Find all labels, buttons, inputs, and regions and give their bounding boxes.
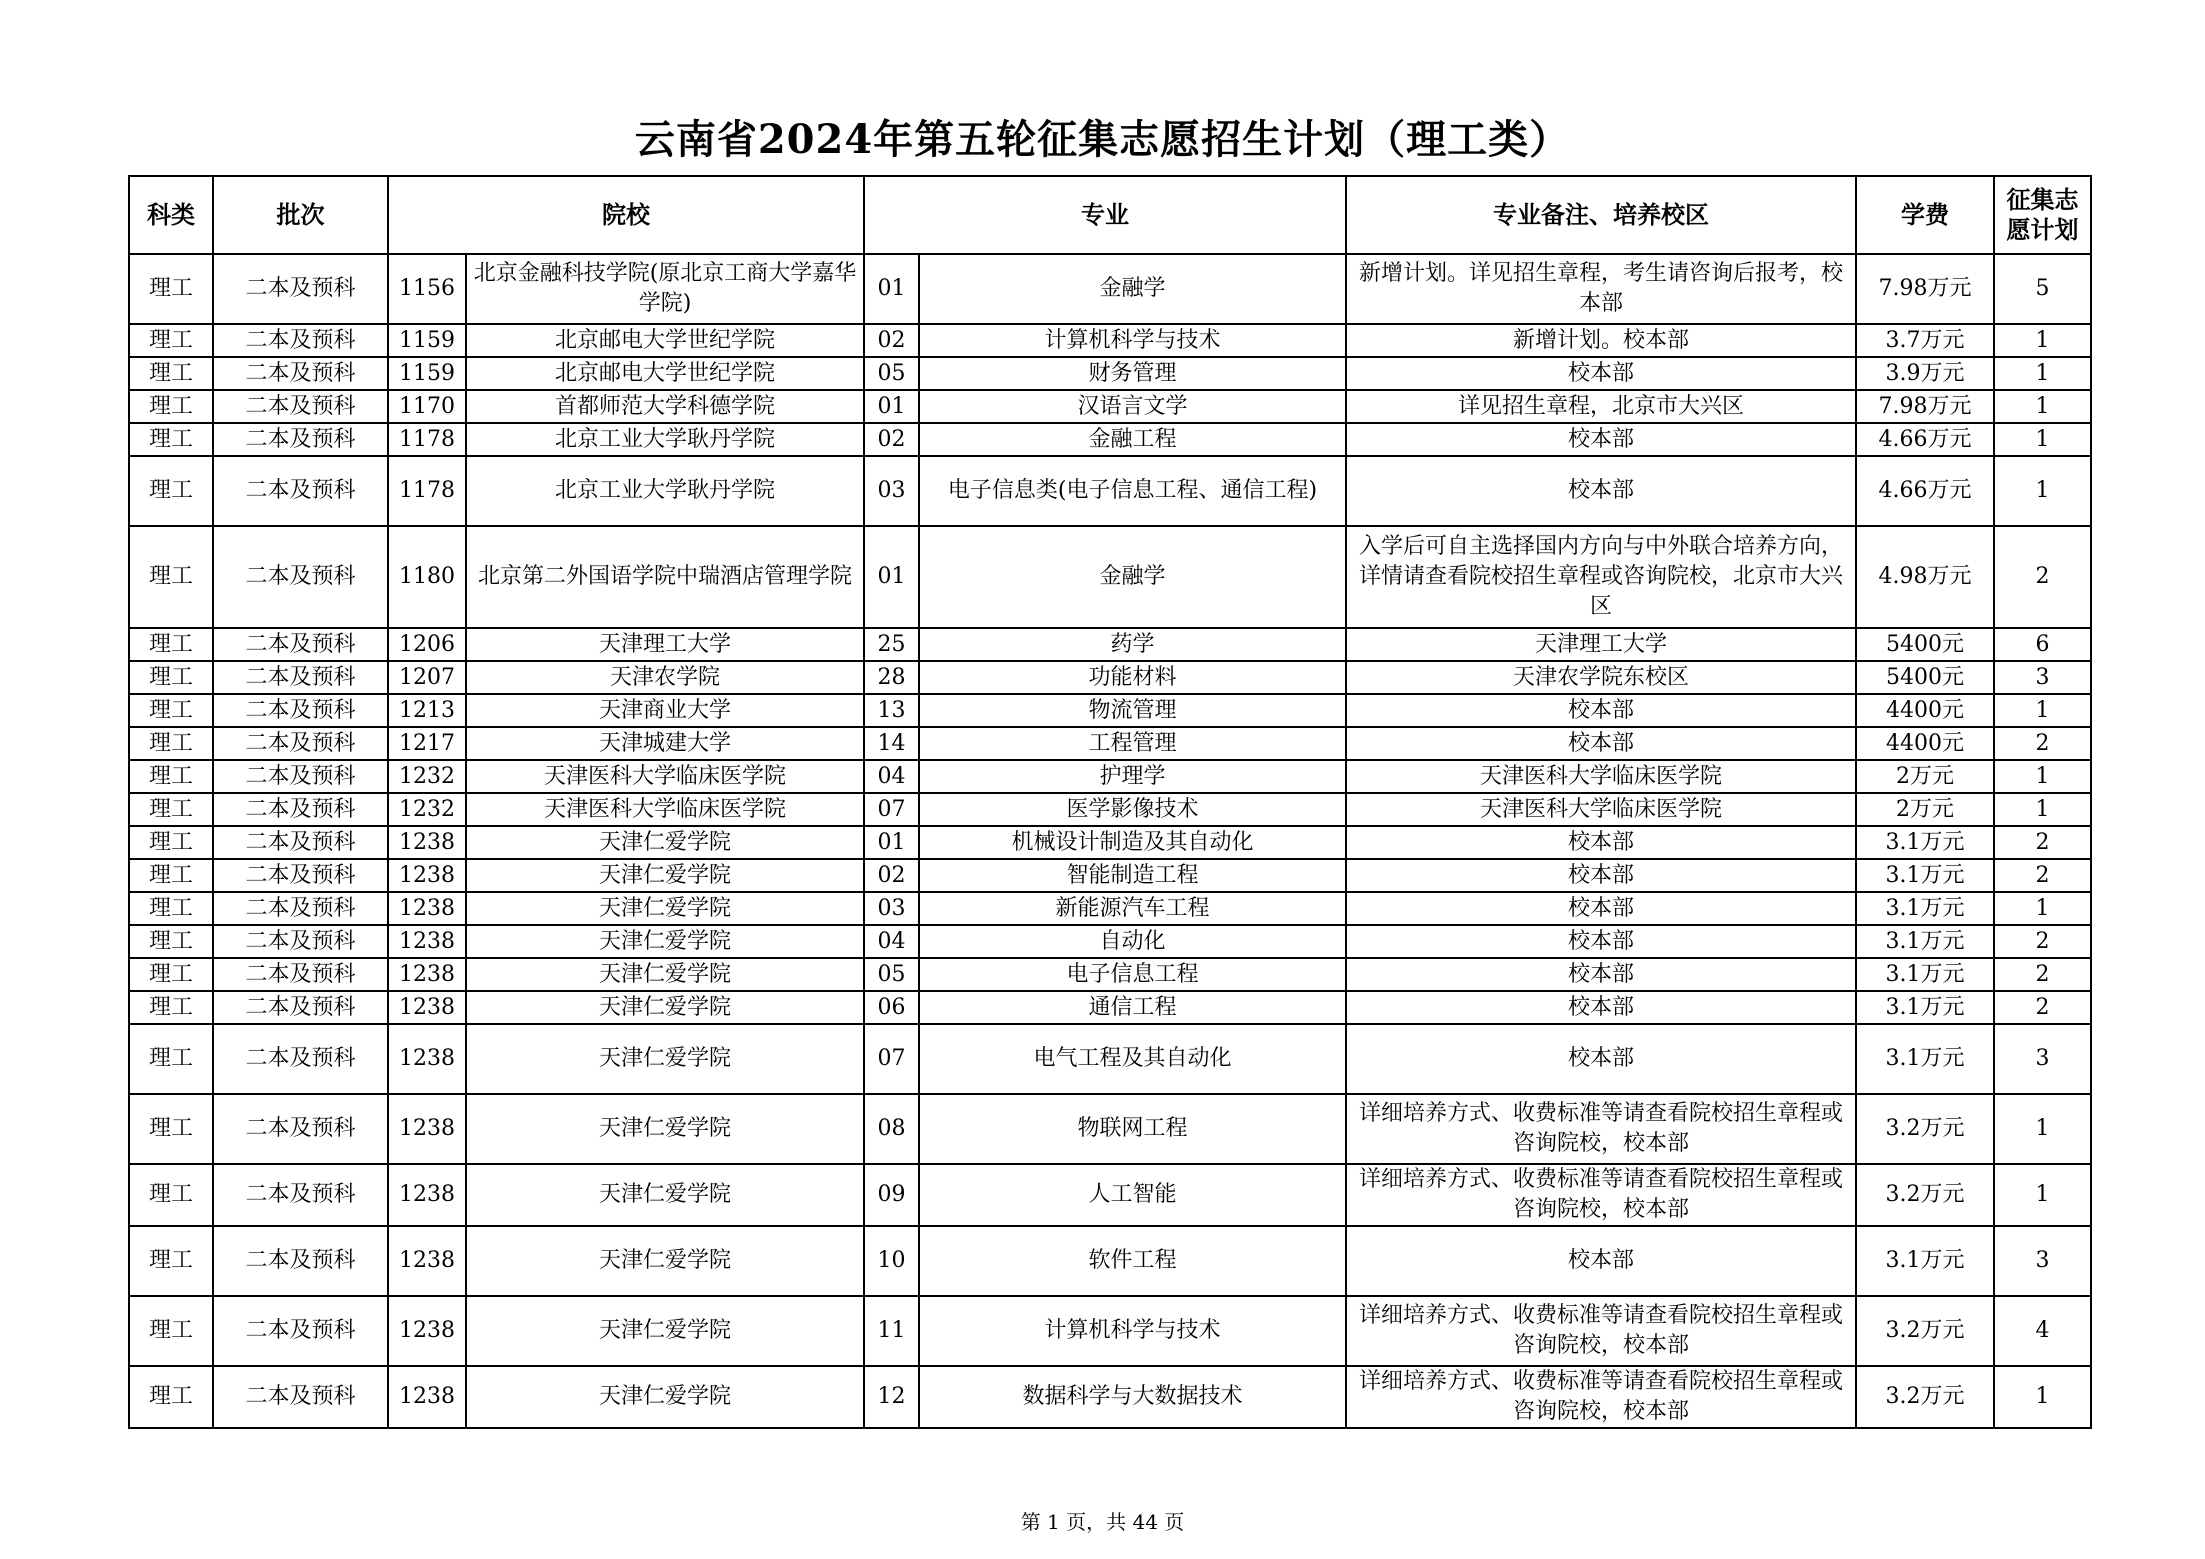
category-cell: 理工 <box>129 892 213 925</box>
header-notes: 专业备注、培养校区 <box>1346 176 1856 254</box>
batch-cell: 二本及预科 <box>213 456 388 526</box>
notes-cell: 入学后可自主选择国内方向与中外联合培养方向，详情请查看院校招生章程或咨询院校，北京市大兴区 <box>1346 526 1856 628</box>
notes-cell: 校本部 <box>1346 357 1856 390</box>
school-name-cell: 首都师范大学科德学院 <box>466 390 864 423</box>
school-name-cell: 天津仁爱学院 <box>466 991 864 1024</box>
tuition-cell: 4.66万元 <box>1856 423 1994 456</box>
school-name-cell: 天津医科大学临床医学院 <box>466 793 864 826</box>
table-body <box>129 254 2091 1428</box>
table-row <box>129 357 2091 390</box>
table-row <box>129 793 2091 826</box>
category-cell: 理工 <box>129 1094 213 1164</box>
header-tuition: 学费 <box>1856 176 1994 254</box>
category-cell: 理工 <box>129 958 213 991</box>
notes-cell: 校本部 <box>1346 1226 1856 1296</box>
batch-cell: 二本及预科 <box>213 1296 388 1366</box>
plan-count-cell: 1 <box>1994 423 2091 456</box>
major-code-cell: 04 <box>864 760 919 793</box>
tuition-cell: 4.66万元 <box>1856 456 1994 526</box>
enrollment-plan-table <box>128 175 2092 1429</box>
tuition-cell: 3.2万元 <box>1856 1094 1994 1164</box>
table-row <box>129 390 2091 423</box>
batch-cell: 二本及预科 <box>213 254 388 324</box>
school-code-cell: 1238 <box>388 1296 466 1366</box>
major-name-cell: 人工智能 <box>919 1164 1346 1226</box>
school-name-cell: 天津仁爱学院 <box>466 826 864 859</box>
school-name-cell: 天津仁爱学院 <box>466 1164 864 1226</box>
school-code-cell: 1207 <box>388 661 466 694</box>
school-code-cell: 1238 <box>388 892 466 925</box>
batch-cell: 二本及预科 <box>213 925 388 958</box>
notes-cell: 校本部 <box>1346 423 1856 456</box>
table-row <box>129 628 2091 661</box>
tuition-cell: 3.1万元 <box>1856 991 1994 1024</box>
category-cell: 理工 <box>129 1366 213 1428</box>
notes-cell: 天津医科大学临床医学院 <box>1346 760 1856 793</box>
notes-cell: 详见招生章程，北京市大兴区 <box>1346 390 1856 423</box>
school-code-cell: 1238 <box>388 991 466 1024</box>
notes-cell: 校本部 <box>1346 958 1856 991</box>
batch-cell: 二本及预科 <box>213 357 388 390</box>
major-code-cell: 07 <box>864 1024 919 1094</box>
tuition-cell: 3.1万元 <box>1856 958 1994 991</box>
major-name-cell: 机械设计制造及其自动化 <box>919 826 1346 859</box>
category-cell: 理工 <box>129 1024 213 1094</box>
major-code-cell: 01 <box>864 826 919 859</box>
plan-count-cell: 1 <box>1994 456 2091 526</box>
tuition-cell: 3.1万元 <box>1856 892 1994 925</box>
category-cell: 理工 <box>129 324 213 357</box>
plan-count-cell: 3 <box>1994 1024 2091 1094</box>
school-name-cell: 天津仁爱学院 <box>466 958 864 991</box>
plan-count-cell: 2 <box>1994 991 2091 1024</box>
school-code-cell: 1238 <box>388 1226 466 1296</box>
header-plan: 征集志愿计划 <box>1994 176 2091 254</box>
school-code-cell: 1156 <box>388 254 466 324</box>
school-code-cell: 1238 <box>388 1164 466 1226</box>
major-name-cell: 财务管理 <box>919 357 1346 390</box>
plan-count-cell: 1 <box>1994 324 2091 357</box>
school-name-cell: 天津仁爱学院 <box>466 892 864 925</box>
school-code-cell: 1238 <box>388 1366 466 1428</box>
school-code-cell: 1238 <box>388 826 466 859</box>
category-cell: 理工 <box>129 826 213 859</box>
table-row <box>129 892 2091 925</box>
plan-count-cell: 1 <box>1994 892 2091 925</box>
school-code-cell: 1232 <box>388 793 466 826</box>
school-name-cell: 天津医科大学临床医学院 <box>466 760 864 793</box>
tuition-cell: 3.1万元 <box>1856 1226 1994 1296</box>
major-code-cell: 02 <box>864 423 919 456</box>
notes-cell: 天津农学院东校区 <box>1346 661 1856 694</box>
plan-count-cell: 1 <box>1994 1164 2091 1226</box>
tuition-cell: 2万元 <box>1856 793 1994 826</box>
category-cell: 理工 <box>129 859 213 892</box>
tuition-cell: 3.1万元 <box>1856 859 1994 892</box>
notes-cell: 详细培养方式、收费标准等请查看院校招生章程或咨询院校，校本部 <box>1346 1164 1856 1226</box>
header-category: 科类 <box>129 176 213 254</box>
major-name-cell: 电子信息类(电子信息工程、通信工程) <box>919 456 1346 526</box>
notes-cell: 新增计划。详见招生章程，考生请咨询后报考，校本部 <box>1346 254 1856 324</box>
major-name-cell: 电子信息工程 <box>919 958 1346 991</box>
table-row <box>129 1296 2091 1366</box>
major-code-cell: 06 <box>864 991 919 1024</box>
major-name-cell: 汉语言文学 <box>919 390 1346 423</box>
tuition-cell: 4.98万元 <box>1856 526 1994 628</box>
school-name-cell: 北京工业大学耿丹学院 <box>466 456 864 526</box>
tuition-cell: 5400元 <box>1856 628 1994 661</box>
major-name-cell: 功能材料 <box>919 661 1346 694</box>
major-name-cell: 新能源汽车工程 <box>919 892 1346 925</box>
major-name-cell: 数据科学与大数据技术 <box>919 1366 1346 1428</box>
major-name-cell: 医学影像技术 <box>919 793 1346 826</box>
school-code-cell: 1238 <box>388 859 466 892</box>
table-row <box>129 1024 2091 1094</box>
batch-cell: 二本及预科 <box>213 892 388 925</box>
tuition-cell: 3.7万元 <box>1856 324 1994 357</box>
table-header-row <box>129 176 2091 254</box>
school-code-cell: 1213 <box>388 694 466 727</box>
school-name-cell: 北京金融科技学院(原北京工商大学嘉华学院) <box>466 254 864 324</box>
table-row <box>129 859 2091 892</box>
school-name-cell: 北京第二外国语学院中瑞酒店管理学院 <box>466 526 864 628</box>
major-name-cell: 智能制造工程 <box>919 859 1346 892</box>
major-code-cell: 14 <box>864 727 919 760</box>
plan-count-cell: 1 <box>1994 357 2091 390</box>
table-row <box>129 1164 2091 1226</box>
school-name-cell: 天津农学院 <box>466 661 864 694</box>
school-name-cell: 天津仁爱学院 <box>466 925 864 958</box>
major-name-cell: 金融学 <box>919 526 1346 628</box>
category-cell: 理工 <box>129 1296 213 1366</box>
plan-count-cell: 1 <box>1994 760 2091 793</box>
notes-cell: 校本部 <box>1346 727 1856 760</box>
batch-cell: 二本及预科 <box>213 1366 388 1428</box>
table-row <box>129 826 2091 859</box>
major-code-cell: 09 <box>864 1164 919 1226</box>
table-row <box>129 456 2091 526</box>
notes-cell: 校本部 <box>1346 456 1856 526</box>
category-cell: 理工 <box>129 628 213 661</box>
school-code-cell: 1180 <box>388 526 466 628</box>
plan-count-cell: 1 <box>1994 694 2091 727</box>
tuition-cell: 3.1万元 <box>1856 1024 1994 1094</box>
school-name-cell: 天津仁爱学院 <box>466 1094 864 1164</box>
plan-count-cell: 2 <box>1994 826 2091 859</box>
tuition-cell: 3.2万元 <box>1856 1164 1994 1226</box>
notes-cell: 天津医科大学临床医学院 <box>1346 793 1856 826</box>
batch-cell: 二本及预科 <box>213 793 388 826</box>
school-code-cell: 1217 <box>388 727 466 760</box>
batch-cell: 二本及预科 <box>213 991 388 1024</box>
table-row <box>129 526 2091 628</box>
notes-cell: 校本部 <box>1346 694 1856 727</box>
table-row <box>129 661 2091 694</box>
batch-cell: 二本及预科 <box>213 958 388 991</box>
school-name-cell: 天津理工大学 <box>466 628 864 661</box>
school-name-cell: 天津仁爱学院 <box>466 1296 864 1366</box>
table-row <box>129 760 2091 793</box>
category-cell: 理工 <box>129 423 213 456</box>
category-cell: 理工 <box>129 254 213 324</box>
school-code-cell: 1238 <box>388 958 466 991</box>
batch-cell: 二本及预科 <box>213 1094 388 1164</box>
major-name-cell: 工程管理 <box>919 727 1346 760</box>
plan-count-cell: 2 <box>1994 925 2091 958</box>
page-footer: 第 1 页，共 44 页 <box>1020 1510 1185 1534</box>
school-name-cell: 天津仁爱学院 <box>466 859 864 892</box>
table-row <box>129 1094 2091 1164</box>
tuition-cell: 3.9万元 <box>1856 357 1994 390</box>
table-row <box>129 925 2091 958</box>
school-code-cell: 1238 <box>388 1024 466 1094</box>
header-batch: 批次 <box>213 176 388 254</box>
major-name-cell: 物联网工程 <box>919 1094 1346 1164</box>
batch-cell: 二本及预科 <box>213 390 388 423</box>
major-code-cell: 11 <box>864 1296 919 1366</box>
school-code-cell: 1206 <box>388 628 466 661</box>
category-cell: 理工 <box>129 694 213 727</box>
school-name-cell: 天津仁爱学院 <box>466 1226 864 1296</box>
notes-cell: 校本部 <box>1346 892 1856 925</box>
notes-cell: 校本部 <box>1346 1024 1856 1094</box>
batch-cell: 二本及预科 <box>213 727 388 760</box>
category-cell: 理工 <box>129 456 213 526</box>
plan-count-cell: 1 <box>1994 390 2091 423</box>
batch-cell: 二本及预科 <box>213 1024 388 1094</box>
major-code-cell: 03 <box>864 892 919 925</box>
tuition-cell: 4400元 <box>1856 694 1994 727</box>
tuition-cell: 4400元 <box>1856 727 1994 760</box>
plan-count-cell: 1 <box>1994 1366 2091 1428</box>
batch-cell: 二本及预科 <box>213 324 388 357</box>
plan-count-cell: 1 <box>1994 1094 2091 1164</box>
table-row <box>129 727 2091 760</box>
major-name-cell: 计算机科学与技术 <box>919 1296 1346 1366</box>
batch-cell: 二本及预科 <box>213 628 388 661</box>
school-code-cell: 1238 <box>388 1094 466 1164</box>
batch-cell: 二本及预科 <box>213 1164 388 1226</box>
batch-cell: 二本及预科 <box>213 760 388 793</box>
batch-cell: 二本及预科 <box>213 1226 388 1296</box>
notes-cell: 详细培养方式、收费标准等请查看院校招生章程或咨询院校，校本部 <box>1346 1366 1856 1428</box>
category-cell: 理工 <box>129 991 213 1024</box>
major-name-cell: 金融学 <box>919 254 1346 324</box>
page-title: 云南省2024年第五轮征集志愿招生计划（理工类） <box>634 116 1571 163</box>
school-name-cell: 北京邮电大学世纪学院 <box>466 357 864 390</box>
major-code-cell: 12 <box>864 1366 919 1428</box>
tuition-cell: 3.2万元 <box>1856 1296 1994 1366</box>
major-code-cell: 05 <box>864 958 919 991</box>
school-code-cell: 1170 <box>388 390 466 423</box>
school-name-cell: 天津仁爱学院 <box>466 1366 864 1428</box>
table-row <box>129 1366 2091 1428</box>
school-name-cell: 天津城建大学 <box>466 727 864 760</box>
plan-count-cell: 3 <box>1994 661 2091 694</box>
notes-cell: 校本部 <box>1346 859 1856 892</box>
plan-count-cell: 2 <box>1994 958 2091 991</box>
header-school: 院校 <box>388 176 864 254</box>
category-cell: 理工 <box>129 526 213 628</box>
plan-count-cell: 4 <box>1994 1296 2091 1366</box>
major-name-cell: 自动化 <box>919 925 1346 958</box>
plan-count-cell: 2 <box>1994 526 2091 628</box>
major-name-cell: 金融工程 <box>919 423 1346 456</box>
table-row <box>129 254 2091 324</box>
plan-count-cell: 5 <box>1994 254 2091 324</box>
major-code-cell: 03 <box>864 456 919 526</box>
notes-cell: 详细培养方式、收费标准等请查看院校招生章程或咨询院校，校本部 <box>1346 1296 1856 1366</box>
table-row <box>129 958 2091 991</box>
table-row <box>129 694 2091 727</box>
tuition-cell: 7.98万元 <box>1856 390 1994 423</box>
category-cell: 理工 <box>129 357 213 390</box>
batch-cell: 二本及预科 <box>213 526 388 628</box>
school-code-cell: 1178 <box>388 423 466 456</box>
plan-count-cell: 2 <box>1994 727 2091 760</box>
category-cell: 理工 <box>129 1226 213 1296</box>
major-name-cell: 物流管理 <box>919 694 1346 727</box>
batch-cell: 二本及预科 <box>213 423 388 456</box>
batch-cell: 二本及预科 <box>213 826 388 859</box>
notes-cell: 校本部 <box>1346 991 1856 1024</box>
major-name-cell: 护理学 <box>919 760 1346 793</box>
batch-cell: 二本及预科 <box>213 661 388 694</box>
header-major: 专业 <box>864 176 1346 254</box>
tuition-cell: 2万元 <box>1856 760 1994 793</box>
major-code-cell: 01 <box>864 390 919 423</box>
school-code-cell: 1232 <box>388 760 466 793</box>
major-code-cell: 10 <box>864 1226 919 1296</box>
category-cell: 理工 <box>129 925 213 958</box>
tuition-cell: 3.1万元 <box>1856 826 1994 859</box>
school-code-cell: 1238 <box>388 925 466 958</box>
tuition-cell: 5400元 <box>1856 661 1994 694</box>
major-name-cell: 药学 <box>919 628 1346 661</box>
batch-cell: 二本及预科 <box>213 694 388 727</box>
tuition-cell: 7.98万元 <box>1856 254 1994 324</box>
batch-cell: 二本及预科 <box>213 859 388 892</box>
category-cell: 理工 <box>129 1164 213 1226</box>
plan-count-cell: 1 <box>1994 793 2091 826</box>
school-name-cell: 天津仁爱学院 <box>466 1024 864 1094</box>
plan-count-cell: 3 <box>1994 1226 2091 1296</box>
major-code-cell: 05 <box>864 357 919 390</box>
notes-cell: 校本部 <box>1346 925 1856 958</box>
category-cell: 理工 <box>129 661 213 694</box>
tuition-cell: 3.2万元 <box>1856 1366 1994 1428</box>
table-row <box>129 1226 2091 1296</box>
plan-count-cell: 2 <box>1994 859 2091 892</box>
major-code-cell: 07 <box>864 793 919 826</box>
category-cell: 理工 <box>129 760 213 793</box>
category-cell: 理工 <box>129 390 213 423</box>
major-name-cell: 通信工程 <box>919 991 1346 1024</box>
major-code-cell: 28 <box>864 661 919 694</box>
major-code-cell: 08 <box>864 1094 919 1164</box>
major-code-cell: 13 <box>864 694 919 727</box>
school-name-cell: 北京邮电大学世纪学院 <box>466 324 864 357</box>
school-code-cell: 1159 <box>388 324 466 357</box>
plan-count-cell: 6 <box>1994 628 2091 661</box>
major-code-cell: 25 <box>864 628 919 661</box>
school-code-cell: 1159 <box>388 357 466 390</box>
school-code-cell: 1178 <box>388 456 466 526</box>
school-name-cell: 天津商业大学 <box>466 694 864 727</box>
major-name-cell: 计算机科学与技术 <box>919 324 1346 357</box>
major-code-cell: 01 <box>864 526 919 628</box>
notes-cell: 详细培养方式、收费标准等请查看院校招生章程或咨询院校，校本部 <box>1346 1094 1856 1164</box>
table-row <box>129 423 2091 456</box>
category-cell: 理工 <box>129 727 213 760</box>
major-name-cell: 软件工程 <box>919 1226 1346 1296</box>
category-cell: 理工 <box>129 793 213 826</box>
major-code-cell: 02 <box>864 324 919 357</box>
notes-cell: 新增计划。校本部 <box>1346 324 1856 357</box>
table-row <box>129 991 2091 1024</box>
school-name-cell: 北京工业大学耿丹学院 <box>466 423 864 456</box>
major-code-cell: 01 <box>864 254 919 324</box>
notes-cell: 天津理工大学 <box>1346 628 1856 661</box>
major-name-cell: 电气工程及其自动化 <box>919 1024 1346 1094</box>
major-code-cell: 04 <box>864 925 919 958</box>
notes-cell: 校本部 <box>1346 826 1856 859</box>
table-row <box>129 324 2091 357</box>
tuition-cell: 3.1万元 <box>1856 925 1994 958</box>
major-code-cell: 02 <box>864 859 919 892</box>
